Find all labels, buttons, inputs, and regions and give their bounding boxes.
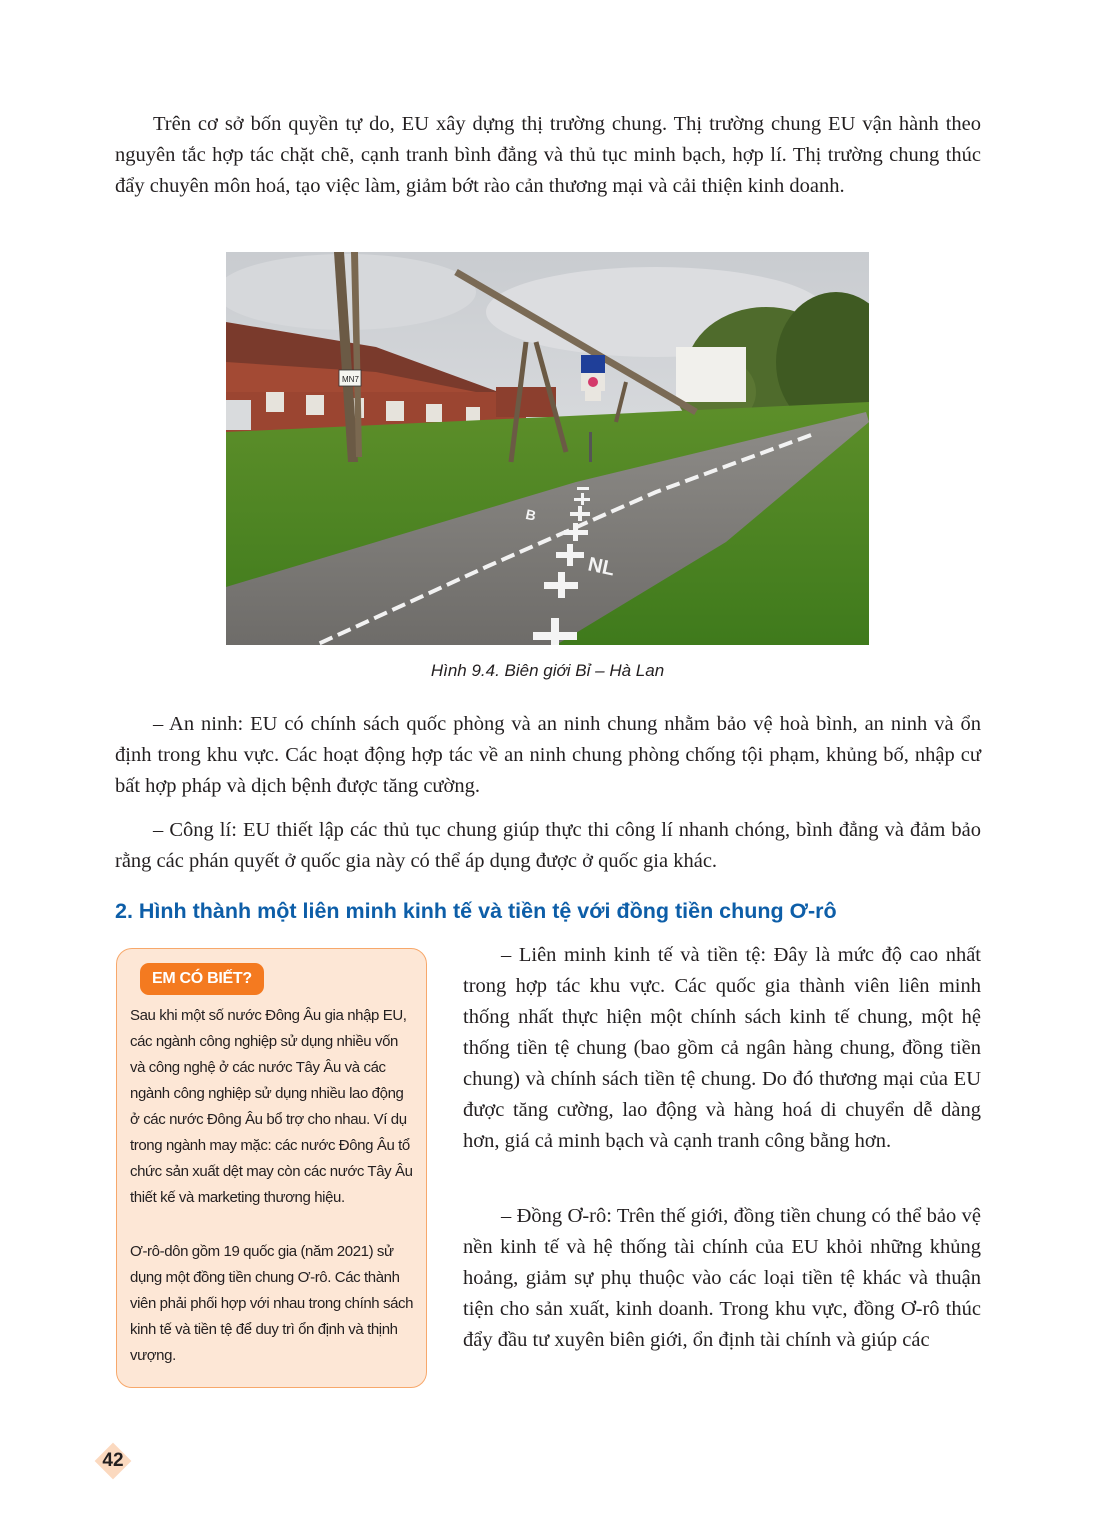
section-heading: 2. Hình thành một liên minh kinh tế và tiền tệ với đồng tiền chung Ơ-rô: [115, 899, 837, 923]
figure-caption: Hình 9.4. Biên giới Bỉ – Hà Lan: [430, 661, 665, 680]
sidebar-text-2: Ơ-rô-dôn gồm 19 quốc gia (năm 2021) sử dụng một đồng tiền chung Ơ-rô. Các thành viên phải phối hợp với nhau trong chính sách kinh tế và tiền tệ để duy trì ổn định và thịnh vượng.: [130, 1243, 414, 1364]
page-number-text: 42: [102, 1450, 124, 1471]
intro-paragraph: Trên cơ sở bốn quyền tự do, EU xây dựng thị trường chung. Thị trường chung EU vận hành theo nguyên tắc hợp tác chặt chẽ, cạnh tranh bình đẳng và thủ tục minh bạch, hợp lí. Thị trường chung thúc đẩy chuyên môn hoá, tạo việc làm, giảm bớt rào cản thương mại và cải thiện kinh doanh.: [115, 113, 981, 197]
security-paragraph: – An ninh: EU có chính sách quốc phòng và an ninh chung nhằm bảo vệ hoà bình, an ninh và ổn định trong khu vực. Các hoạt động hợp tác về an ninh chung phòng chống tội phạm, khủng bố, nhập cư bất hợp pháp và dịch bệnh được tăng cường.: [115, 713, 981, 797]
did-you-know-badge: EM CÓ BIẾT?: [140, 963, 264, 995]
economic-union-paragraph: – Liên minh kinh tế và tiền tệ: Đây là mức độ cao nhất trong hợp tác khu vực. Các quốc gia thành viên liên minh thống nhất thực hiện một chính sách kinh tế chung, một hệ thống tiền tệ chung (bao gồm cả ngân hàng chung, đồng tiền chung) và chính sách tiền tệ chung. Do đó thương mại của EU được tăng cường, lao động và hàng hoá di chuyển dễ dàng hơn, giá cả minh bạch và cạnh tranh công bằng hơn.: [463, 944, 981, 1152]
road-text-b: B: [524, 505, 538, 524]
justice-paragraph: – Công lí: EU thiết lập các thủ tục chung giúp thực thi công lí nhanh chóng, bình đẳng và đảm bảo rằng các phán quyết ở quốc gia này có thể áp dụng được ở quốc gia khác.: [115, 819, 981, 872]
sidebar-text-1: Sau khi một số nước Đông Âu gia nhập EU, các ngành công nghiệp sử dụng nhiều vốn và công nghệ ở các nước Tây Âu và các ngành công nghiệp sử dụng nhiều lao động ở các nước Đông Âu bổ trợ cho nhau. Ví dụ trong ngành may mặc: các nước Đông Âu tổ chức sản xuất dệt may còn các nước Tây Âu thiết kế và marketing thương hiệu.: [130, 1007, 413, 1206]
pole-sign-text: MN7: [342, 375, 359, 384]
euro-paragraph: – Đồng Ơ-rô: Trên thế giới, đồng tiền chung có thể bảo vệ nền kinh tế và hệ thống tài chính của EU khỏi những khủng hoảng, giảm sự phụ thuộc vào các loại tiền tệ khác và thuận tiện cho sản xuất, kinh doanh. Trong khu vực, đồng Ơ-rô thúc đẩy đầu tư xuyên biên giới, ổn định tài chính và giúp các: [463, 1205, 981, 1351]
road-text-nl: NL: [585, 553, 617, 581]
page-number: [93, 1441, 133, 1481]
border-photo: [226, 252, 869, 645]
